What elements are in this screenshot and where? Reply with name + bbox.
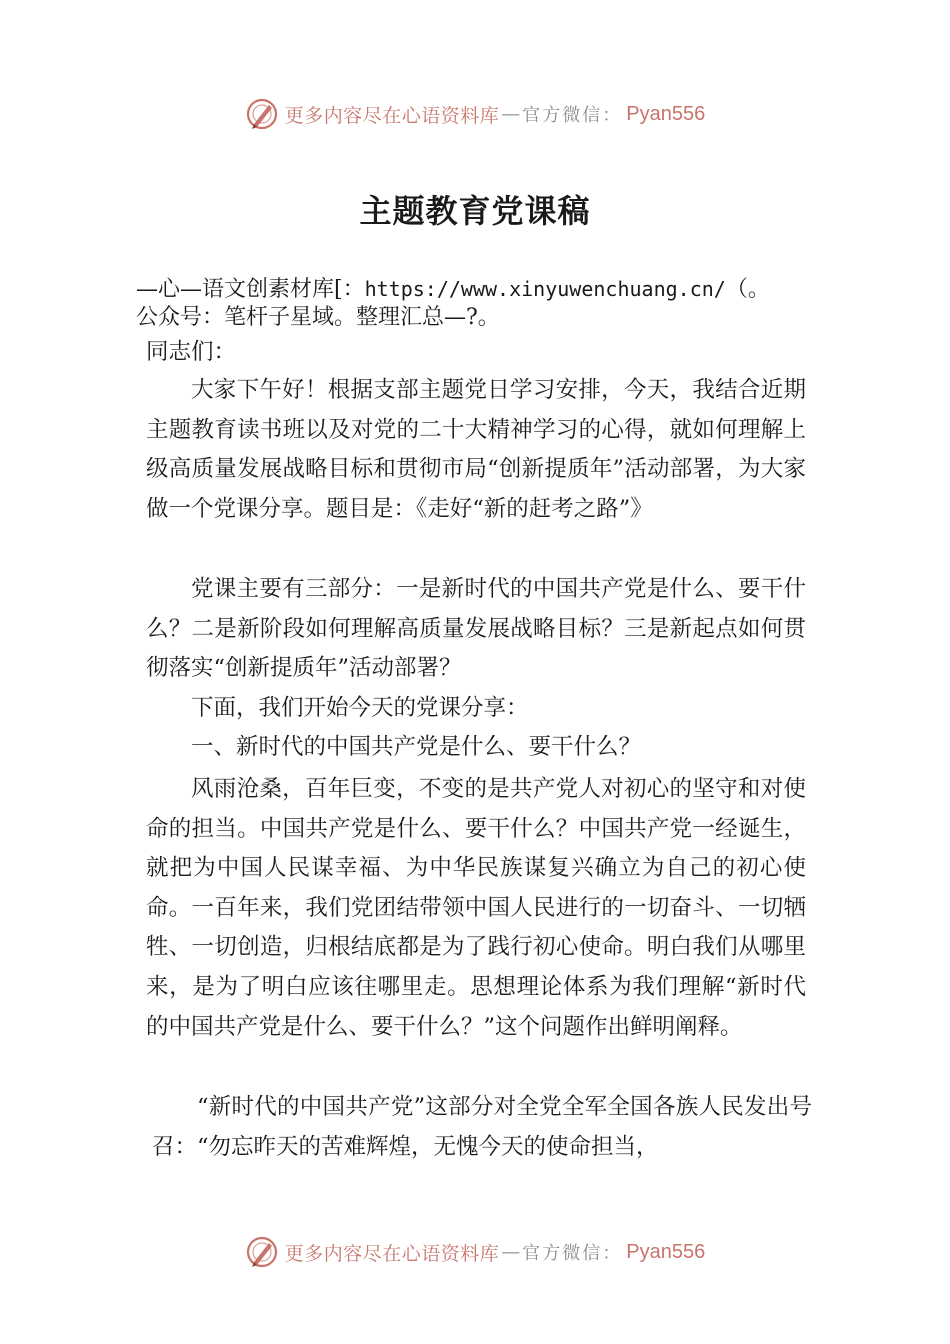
document-title: 主题教育党课稿 xyxy=(359,192,591,230)
source-line-1 xyxy=(136,274,836,305)
pen-logo-icon xyxy=(245,1235,279,1269)
banner-dash: — xyxy=(501,1241,521,1263)
section-heading: 一、新时代的中国共产党是什么、要干什么？ xyxy=(191,734,642,760)
paragraph: 风雨沧桑，百年巨变，不变的是共产党人对初心的坚守和对使命的担当。中国共产党是什么、要干什么？中国共产党一经诞生，就把为中国人民谋幸福、为中华民族谋复兴确立为自己的初心使命。一百年来，我们党团结带领中国人民进行的一切奋斗、一切牺牲、一切创造，归根结底都是为了践行初心使命。明白我们从哪里来，是为了明白应该往哪里走。思想理论体系为我们理解“新时代的中国共产党是什么、要干什么？”这个问题作出鲜明阐释。 xyxy=(146,776,806,1040)
banner-wechat-id: Pyan556 xyxy=(626,102,706,125)
source-url: https://www.xinyuwenchuang.cn/ xyxy=(364,277,726,301)
banner-wechat-id: Pyan556 xyxy=(626,1240,706,1263)
header-banner xyxy=(0,94,950,134)
paragraph: “新时代的中国共产党”这部分对全党全军全国各族人民发出号召：“勿忘昨天的苦难辉煌，无愧今天的使命担当， xyxy=(152,1094,812,1160)
paragraph: 大家下午好！根据支部主题党日学习安排，今天，我结合近期主题教育读书班以及对党的二十大精神学习的心得，就如何理解上级高质量发展战略目标和贯彻市局“创新提质年”活动部署，为大家做一个党课分享。题目是：《走好“新的赶考之路”》 xyxy=(146,377,806,522)
banner-main-text: 更多内容尽在心语资料库 xyxy=(284,1242,500,1265)
banner-label: 官方微信： xyxy=(522,105,623,126)
pen-logo-icon xyxy=(245,97,279,131)
source-line-2: 公众号：笔杆子星域。整理汇总—?。 xyxy=(136,305,500,330)
banner-main-text: 更多内容尽在心语资料库 xyxy=(284,104,500,127)
source-suffix: （。 xyxy=(725,277,770,302)
source-prefix: —心—语文创素材库[： xyxy=(136,277,365,302)
paragraph: 下面，我们开始今天的党课分享： xyxy=(191,695,529,721)
footer-banner xyxy=(0,1232,950,1272)
banner-dash: — xyxy=(501,103,521,125)
banner-label: 官方微信： xyxy=(522,1243,623,1264)
paragraph: 党课主要有三部分：一是新时代的中国共产党是什么、要干什么？二是新阶段如何理解高质量发展战略目标？三是新起点如何贯彻落实“创新提质年”活动部署？ xyxy=(146,576,806,682)
greeting: 同志们： xyxy=(146,339,237,365)
